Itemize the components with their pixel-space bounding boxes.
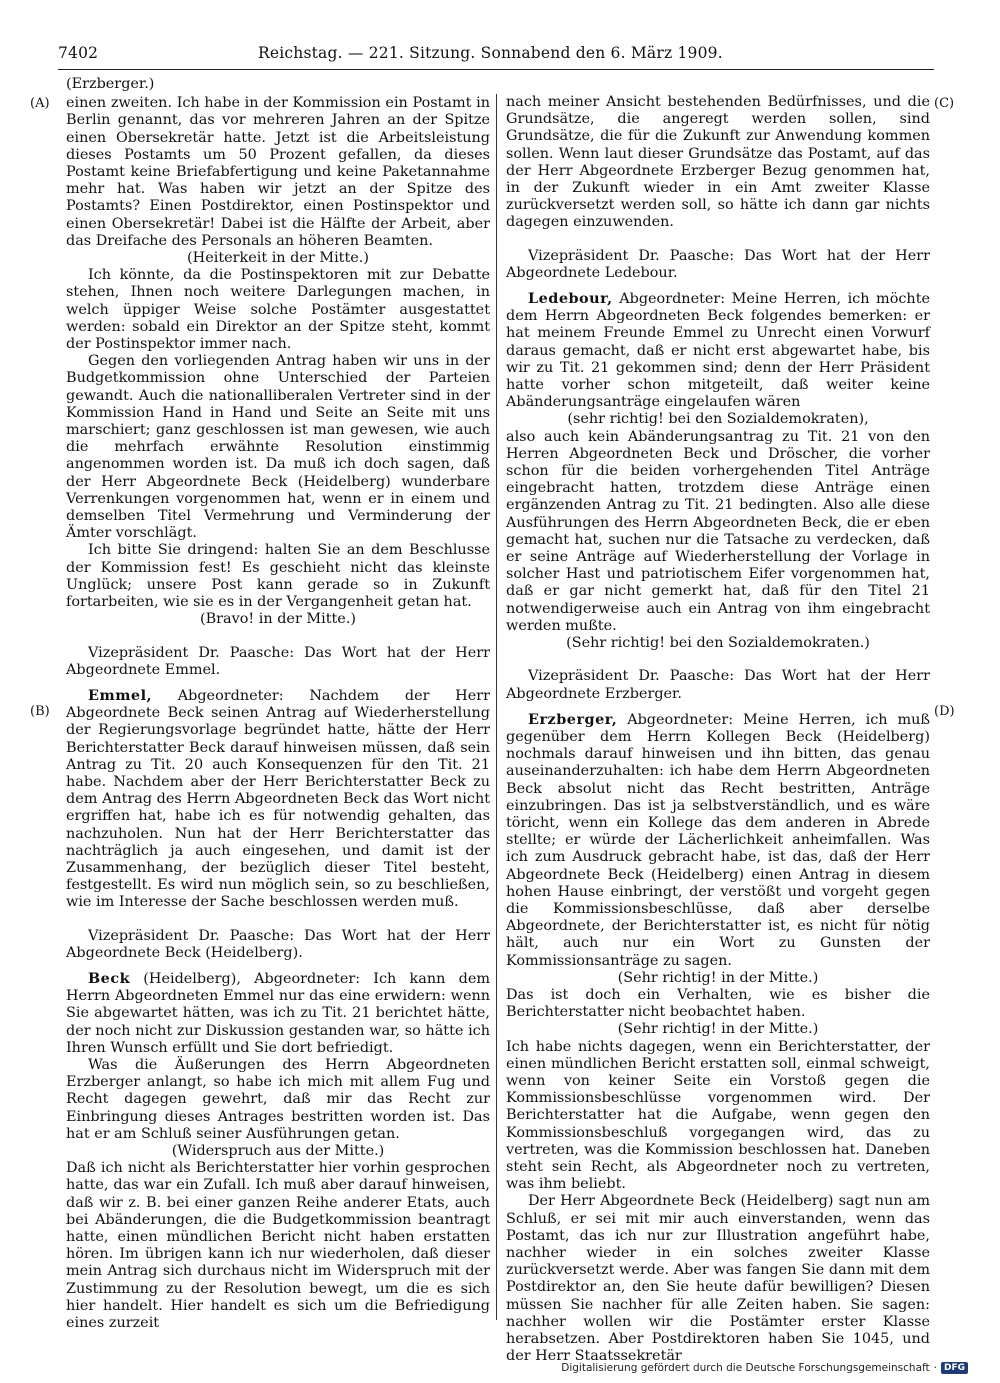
footer-credit: Digitalisierung gefördert durch die Deutsche Forschungsgemeinschaft · DFG <box>561 1362 968 1374</box>
margin-marker-c: (C) <box>934 96 955 111</box>
speech-text: Abgeordneter: Nachdem der Herr Abgeordnete Beck seinen Antrag auf Wiederherstellung der Regierungsvorlage begründet hatte, hätte der Herr Berichterstatter Beck darauf hinweisen müssen, daß sein Antrag zu Tit. 20 auch Konsequenzen für den Tit. 21 habe. Nachdem aber der Herr Berichterstatter Beck zu dem Antrag des Herrn Abgeordneten Beck das Wort nicht ergriffen hat, habe ich es für notwendig gehalten, das nachzuholen. Nun hat der Herr Berichterstatter das nachträglich ja auch eingesehen, und damit ist der Zusammenhang, der bezüglich dieser Titel besteht, festgestellt. Es wird nun möglich sein, so zu beschließen, wie im Interesse der Sache beschlossen werden muß. <box>66 687 490 911</box>
paragraph: also auch kein Abänderungsantrag zu Tit. 21 von den Herren Abgeordneten Beck und Dröscher, die vorher schon für die beiden vorhergehenden Titel Anträge eingebracht hatten, trotzdem diese Anträge einen ergänzenden Antrag zu Tit. 21 bedingten. Also alle diese Ausführungen des Herrn Abgeordneten Beck, die er eben gemacht hat, suchen nur die Tatsache zu verdecken, daß er seine Anträge auf Wiederherstellung der Vorlage in solcher Hast und patriotischem Eifer vorgenommen hat, daß er gar nicht gemerkt hat, daß für den Titel 21 notwendigerweise auch ein Antrag von ihm eingebracht werden mußte. <box>506 428 930 634</box>
speaker-name: Beck <box>88 969 131 987</box>
paragraph: einen zweiten. Ich habe in der Kommission ein Postamt in Berlin genannt, das vor mehreren Jahren an der Spitze einen Obersekretär hatte. Jetzt ist die Arbeitsleistung dieses Postamts um 50 Prozent gefallen, da dieses Postamt keine Briefabfertigung und keine Paketannahme mehr hat. Was haben wir jetzt an der Spitze des Postamts? Einen Postdirektor, einen Postinspektor und einen Obersekretär! Dabei ist die Hälfte der Arbeit, aber das Dreifache des Personals an höheren Beamten. <box>66 95 490 249</box>
remark: (Widerspruch aus der Mitte.) <box>171 1142 385 1159</box>
margin-marker-a: (A) <box>30 96 50 111</box>
right-column <box>506 94 930 1365</box>
speaker-name: Emmel, <box>88 686 153 704</box>
remark: (Sehr richtig! bei den Sozialdemokraten.) <box>566 635 870 652</box>
header-rule <box>58 69 934 70</box>
vice-president-statement: Vizepräsident Dr. Paasche: Das Wort hat der Herr Abgeordnete Ledebour. <box>506 247 930 281</box>
remark: (Heiterkeit in der Mitte.) <box>187 250 369 267</box>
left-column <box>66 76 490 1332</box>
paragraph: Ich könnte, da die Postinspektoren mit zur Debatte stehen, Ihnen noch weitere Darlegungen machen, in welch üppiger Weise solche Postämter ausgestattet werden: sobald ein Direktor an der Spitze steht, kommt der Postinspektor immer nach. <box>66 267 490 353</box>
remark: (Sehr richtig! in der Mitte.) <box>617 1021 819 1038</box>
speaker-name: Erzberger, <box>528 710 618 728</box>
vice-president-statement: Vizepräsident Dr. Paasche: Das Wort hat der Herr Abgeordnete Emmel. <box>66 644 490 678</box>
remark: (Sehr richtig! in der Mitte.) <box>617 969 819 986</box>
speech-beck <box>66 970 490 1057</box>
vice-president-statement: Vizepräsident Dr. Paasche: Das Wort hat der Herr Abgeordnete Erzberger. <box>506 668 930 702</box>
vice-president-statement: Vizepräsident Dr. Paasche: Das Wort hat der Herr Abgeordnete Beck (Heidelberg). <box>66 927 490 961</box>
remark: (Bravo! in der Mitte.) <box>199 611 357 628</box>
paragraph: Ich bitte Sie dringend: halten Sie an dem Beschlusse der Kommission fest! Es geschieht nicht das kleinste Unglück; unsere Post kann gerade so in Zukunft fortarbeiten, wie sie es in der Vergangenheit getan hat. <box>66 542 490 611</box>
margin-marker-b: (B) <box>30 704 50 719</box>
footer-text: Digitalisierung gefördert durch die Deutsche Forschungsgemeinschaft <box>561 1362 930 1374</box>
dfg-logo-icon: DFG <box>941 1362 968 1374</box>
page-header <box>58 44 934 68</box>
paragraph: Ich habe nichts dagegen, wenn ein Berichterstatter, der einen mündlichen Bericht erstatten soll, einmal schweigt, wenn von keiner Seite ein Vorstoß gegen die Kommissionsbeschlüsse vorgenommen wird. Der Berichterstatter hat die Aufgabe, wenn gegen den Kommissionsbeschluß vorgegangen wird, das zu vertreten, was die Kommission beschlossen hat. Daneben steht sein Recht, als Abgeordneter noch zu vertreten, was ihm beliebt. <box>506 1038 930 1193</box>
paragraph: Das ist doch ein Verhalten, wie es bisher die Berichterstatter nicht beobachtet haben. <box>506 986 930 1021</box>
speech-text: Abgeordneter: Meine Herren, ich muß gegenüber dem Herrn Kollegen Beck (Heidelberg) nochmals darauf hinweisen und ihn bitten, das genau auseinanderzuhalten: ich habe dem Herrn Abgeordneten Beck absolut nicht das Recht bestritten, Anträge einzubringen. Das ist ja selbstverständlich, und es wäre töricht, wenn ein Kollege das dem anderen in Abrede stellte; er würde der Lächerlichkeit anheimfallen. Was ich zum Ausdruck gebracht habe, ist das, daß der Herr Abgeordnete Beck (Heidelberg) einen Antrag in diesem hohen Hause einbringt, der verstößt und vorgeht gegen die Kommissionsbeschlüsse, daß aber derselbe Abgeordnete, der Berichterstatter ist, es nicht für nötig hält, auch nur ein Wort zu Gunsten der Kommissionsanträge zu sagen. <box>506 711 930 969</box>
speaker-tag: (Erzberger.) <box>66 76 155 92</box>
paragraph: Was die Äußerungen des Herrn Abgeordneten Erzberger anlangt, so habe ich mich mit allem Fug und Recht dagegen gewehrt, daß mir das Recht zur Einbringung dieses Antrages bestritten worden ist. Das hat er am Schluß seiner Ausführungen getan. <box>66 1056 490 1142</box>
speech-emmel <box>66 687 490 912</box>
speech-erzberger <box>506 711 930 970</box>
paragraph: Daß ich nicht als Berichterstatter hier vorhin gesprochen hatte, das war ein Zufall. Ich muß aber darauf hinweisen, daß wir z. B. bei einer ganzen Reihe anderer Etats, auch bei Abänderungen, die die Budgetkommission beantragt hatte, einen mündlichen Bericht nicht haben erstatten hören. Im übrigen kann ich nur wiederholen, daß dieser mein Antrag sich durchaus nicht im Widerspruch mit der Zustimmung zu der Resolution bewegt, um die es sich hier handelt. Hier handelt es sich um die Befriedigung eines zurzeit <box>66 1160 490 1332</box>
speech-text: Abgeordneter: Meine Herren, ich möchte dem Herrn Abgeordneten Beck folgendes bemerken: er hat meinem Freunde Emmel zu Unrecht einen Vorwurf daraus gemacht, daß er nicht erst abgewartet habe, bis wir zu Tit. 21 gekommen sind; denn der Herr Präsident hatte vorher schon mitgeteilt, daß weiter keine Abänderungsanträge eingelaufen wären <box>506 291 930 411</box>
remark: (sehr richtig! bei den Sozialdemokraten), <box>567 411 869 428</box>
speaker-name: Ledebour, <box>528 290 613 308</box>
paragraph: Der Herr Abgeordnete Beck (Heidelberg) sagt nun am Schluß, er sei mit mir auch einverstanden, wenn das Postamt, das ich nur zur Illustration angeführt habe, nachher wieder in ein solches zweiter Klasse zurückversetzt werde. Aber was fangen Sie dann mit dem Postdirektor an, den Sie heute dafür bewilligen? Diesen müssen Sie nachher für alle Zeiten haben. Sie sagen: nachher wollen wir die Postämter erster Klasse herabsetzen. Aber Postdirektoren haben Sie 1045, und der Herr Staatssekretär <box>506 1193 930 1365</box>
page-number: 7402 <box>58 44 99 62</box>
speech-ledebour <box>506 290 930 411</box>
column-divider <box>496 94 497 1320</box>
paragraph: Gegen den vorliegenden Antrag haben wir uns in der Budgetkommission ohne Unterschied der Parteien gewandt. Auch die nationalliberalen Vertreter sind in der Kommission Hand in Hand und Seite an Seite mit uns marschiert; ganz geschlossen ist man gewesen, wie auch die mehrfach erwähnte Resolution einstimmig angenommen worden ist. Da muß ich doch sagen, daß der Herr Abgeordnete Beck (Heidelberg) wunderbare Verrenkungen vorgenommen hat, wenn er in einem und demselben Titel Vermehrung und Verminderung der Ämter vorschlägt. <box>66 353 490 542</box>
speech-text: (Heidelberg), Abgeordneter: Ich kann dem Herrn Abgeordneten Emmel nur das eine erwidern: wenn Sie abgewartet hätten, was ich zu Tit. 21 berichtet hätte, der noch nicht zur Diskussion gestanden war, so hätte ich Ihren Wunsch erfüllt und Sie dort befriedigt. <box>66 970 490 1056</box>
paragraph: nach meiner Ansicht bestehenden Bedürfnisses, und die Grundsätze, die angeregt werden sollen, sind Grundsätze, die für die Zukunft zur Anwendung kommen sollen. Wenn laut dieser Grundsätze das Postamt, auf das der Herr Abgeordnete Erzberger Bezug genommen hat, in der Zukunft wieder in ein Amt zweiter Klasse zurückversetzt werden soll, so hätte ich dann gar nichts dagegen einzuwenden. <box>506 94 930 231</box>
running-title: Reichstag. — 221. Sitzung. Sonnabend den 6. März 1909. <box>258 44 723 62</box>
margin-marker-d: (D) <box>934 704 955 719</box>
